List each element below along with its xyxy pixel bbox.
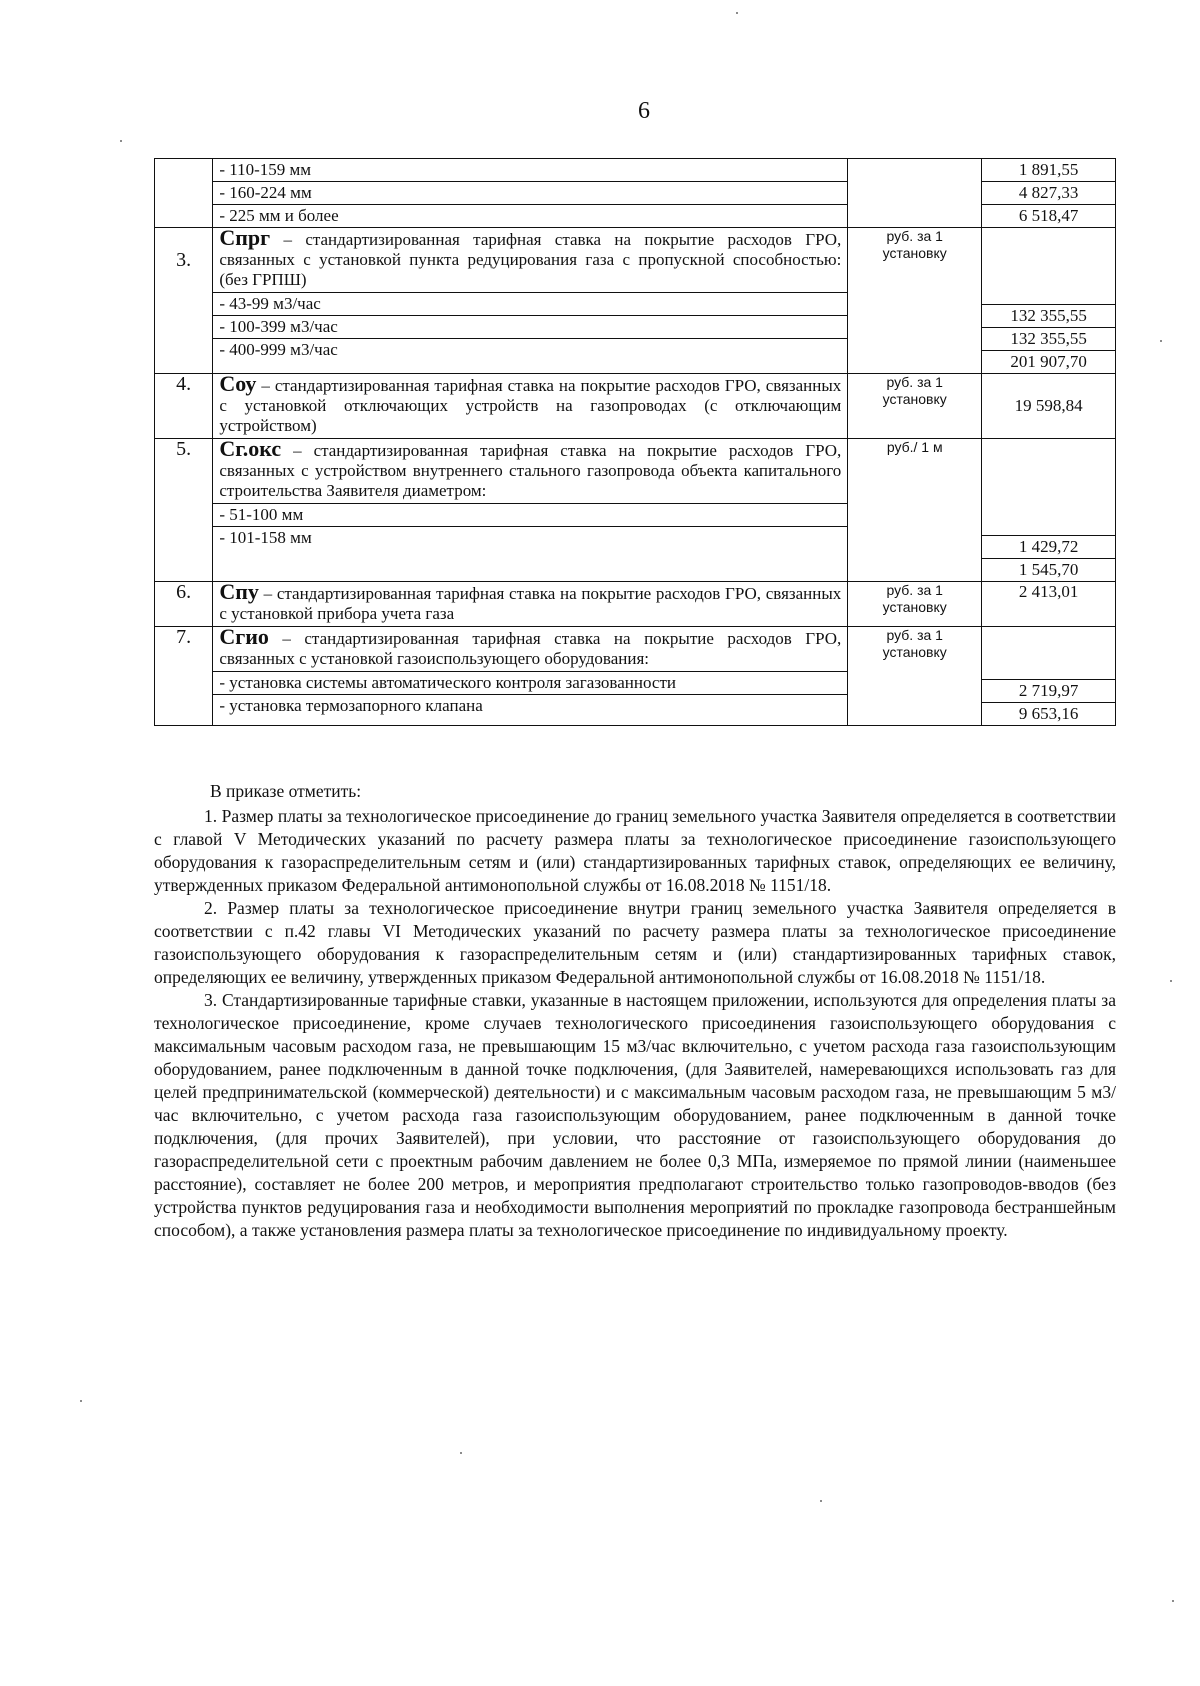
row-values: [982, 228, 1116, 374]
table-row: [155, 228, 1116, 374]
table-row: [155, 627, 1116, 726]
scan-speck: [1172, 1600, 1174, 1602]
rate-definition: [219, 371, 842, 438]
rate-code: Сг.окс: [219, 436, 282, 461]
value-cell: 132 355,55: [982, 327, 1115, 350]
row-description: [213, 624, 848, 726]
row-description: [213, 579, 848, 627]
sub-item-label: - 51-100 мм: [213, 503, 847, 526]
page-number: 6: [638, 98, 650, 124]
sub-item-label: - 400-999 м3/час: [213, 338, 847, 361]
value-cell: 2 719,97: [982, 679, 1115, 702]
sub-item-label: - 160-224 мм: [213, 181, 847, 204]
rate-code: Спрг: [219, 225, 271, 250]
row-description: [213, 436, 848, 582]
row-number: 4.: [155, 374, 213, 439]
tariff-table: [154, 158, 1116, 726]
rate-definition: [219, 624, 842, 671]
rate-definition: [219, 579, 842, 626]
row-unit: руб. за 1 установку: [848, 582, 982, 627]
value-cell: 1 891,55: [1018, 160, 1079, 179]
row-values: [982, 439, 1116, 582]
row-unit: руб./ 1 м: [848, 439, 982, 582]
scan-speck: [1170, 980, 1172, 982]
scan-speck: [1160, 340, 1162, 342]
row-unit: [848, 159, 982, 228]
sub-item-label: - 225 мм и более: [213, 204, 847, 227]
row-unit: руб. за 1 установку: [848, 627, 982, 726]
row-description: [213, 371, 848, 439]
row-number: 5.: [155, 439, 213, 582]
note-paragraph-1: 1. Размер платы за технологическое присоединение до границ земельного участка Заявителя определяется в соответствии с главой V Методических указаний по расчету размера платы за технологическое присоединение газоиспользующего оборудования к газораспределительным сетям и (или) стандартизированных тарифных ставок, определяющих ее величину, утвержденных приказом Федеральной антимонопольной службы от 16.08.2018 № 1151/18.: [154, 806, 1116, 895]
row-number: 7.: [155, 627, 213, 726]
scan-speck: [820, 1500, 822, 1502]
scan-speck: [460, 1452, 462, 1454]
scan-speck: [80, 1400, 82, 1402]
table-row: [155, 439, 1116, 582]
rate-code: Соу: [219, 371, 257, 396]
rate-text: – стандартизированная тарифная ставка на покрытие расходов ГРО, связанных с установкой прибора учета газа: [219, 584, 842, 623]
value-cell: 4 827,33: [982, 181, 1115, 204]
row-number: 6.: [155, 582, 213, 627]
row-values: [982, 627, 1116, 726]
value-cell: 1 545,70: [982, 558, 1115, 581]
value-cell: 132 355,55: [982, 304, 1115, 327]
value-cell: 6 518,47: [982, 204, 1115, 227]
row-description: [213, 225, 848, 374]
row-unit: руб. за 1 установку: [848, 228, 982, 374]
note-paragraph-3: 3. Стандартизированные тарифные ставки, указанные в настоящем приложении, используются для определения платы за технологическое присоединение, кроме случаев технологического присоединения газоиспользующего оборудования с максимальным часовым расходом газа, не превышающим 15 м3/час включительно, с учетом расхода газа газоиспользующим оборудованием, ранее подключенным в данной точке подключения, (для Заявителей, намеревающихся использовать газ для целей предпринимательской (коммерческой) деятельности) и с максимальным часовым расходом газа, не превышающим 5 м3/час включительно, с учетом расхода газа газоиспользующим оборудованием, ранее подключенным в данной точке подключения, (для прочих Заявителей), при условии, что расстояние от газоиспользующего оборудования до газораспределительной сети с проектным рабочим давлением не более 0,3 МПа, измеряемое по прямой линии (наименьшее расстояние), составляет не более 200 метров, и мероприятия предполагают строительство только газопроводов-вводов (без устройства пунктов редуцирования газа и необходимости выполнения мероприятий по прокладке газопровода бестраншейным способом), а также установления размера платы за технологическое присоединение по индивидуальному проекту.: [154, 990, 1116, 1240]
table-row: [155, 159, 1116, 228]
row-number: 3.: [155, 228, 213, 374]
rate-text: – стандартизированная тарифная ставка на покрытие расходов ГРО, связанных с установкой пункта редуцирования газа с пропускной способностью: (без ГРПШ): [219, 230, 842, 289]
sub-item-label: - 101-158 мм: [213, 526, 847, 549]
sub-item-label: - 43-99 м3/час: [213, 292, 847, 315]
value-cell: 201 907,70: [982, 350, 1115, 373]
value-cell: 9 653,16: [982, 702, 1115, 725]
note-paragraph-2: 2. Размер платы за технологическое присоединение внутри границ земельного участка Заявителя определяется в соответствии с п.42 главы VI Методических указаний по расчету размера платы за технологическое присоединение газоиспользующего оборудования к газораспределительным сетям и (или) стандартизированных тарифных ставок, определяющих ее величину, утвержденных приказом Федеральной антимонопольной службы от 16.08.2018 № 1151/18.: [154, 898, 1116, 987]
scan-speck: [736, 12, 738, 14]
value-cell: 1 429,72: [982, 535, 1115, 558]
table-row: [155, 582, 1116, 627]
row-number: [155, 159, 213, 228]
sub-item-label: - 110-159 мм: [219, 160, 312, 179]
value-cell: 19 598,84: [982, 374, 1116, 439]
rate-code: Спу: [219, 579, 259, 604]
row-description: [213, 159, 848, 228]
notes-title: В приказе отметить:: [210, 781, 362, 801]
sub-item-label: - установка термозапорного клапана: [213, 694, 847, 717]
value-cell: 2 413,01: [982, 582, 1116, 627]
rate-code: Сгио: [219, 624, 269, 649]
rate-definition: [219, 225, 842, 292]
scan-speck: [120, 140, 122, 142]
rate-text: – стандартизированная тарифная ставка на покрытие расходов ГРО, связанных с устройством внутреннего стального газопровода объекта капитального строительства Заявителя диаметром:: [219, 441, 842, 500]
table-row: [155, 374, 1116, 439]
rate-text: – стандартизированная тарифная ставка на покрытие расходов ГРО, связанных с установкой отключающих устройств на газопроводах (с отключающим устройством): [219, 376, 842, 435]
sub-item-label: - установка системы автоматического контроля загазованности: [213, 671, 847, 694]
rate-text: – стандартизированная тарифная ставка на покрытие расходов ГРО, связанных с установкой газоиспользующего оборудования:: [219, 629, 842, 668]
row-values: [982, 159, 1116, 228]
row-unit: руб. за 1 установку: [848, 374, 982, 439]
notes-section: [154, 780, 1116, 1242]
sub-item-label: - 100-399 м3/час: [213, 315, 847, 338]
rate-definition: [219, 436, 842, 503]
